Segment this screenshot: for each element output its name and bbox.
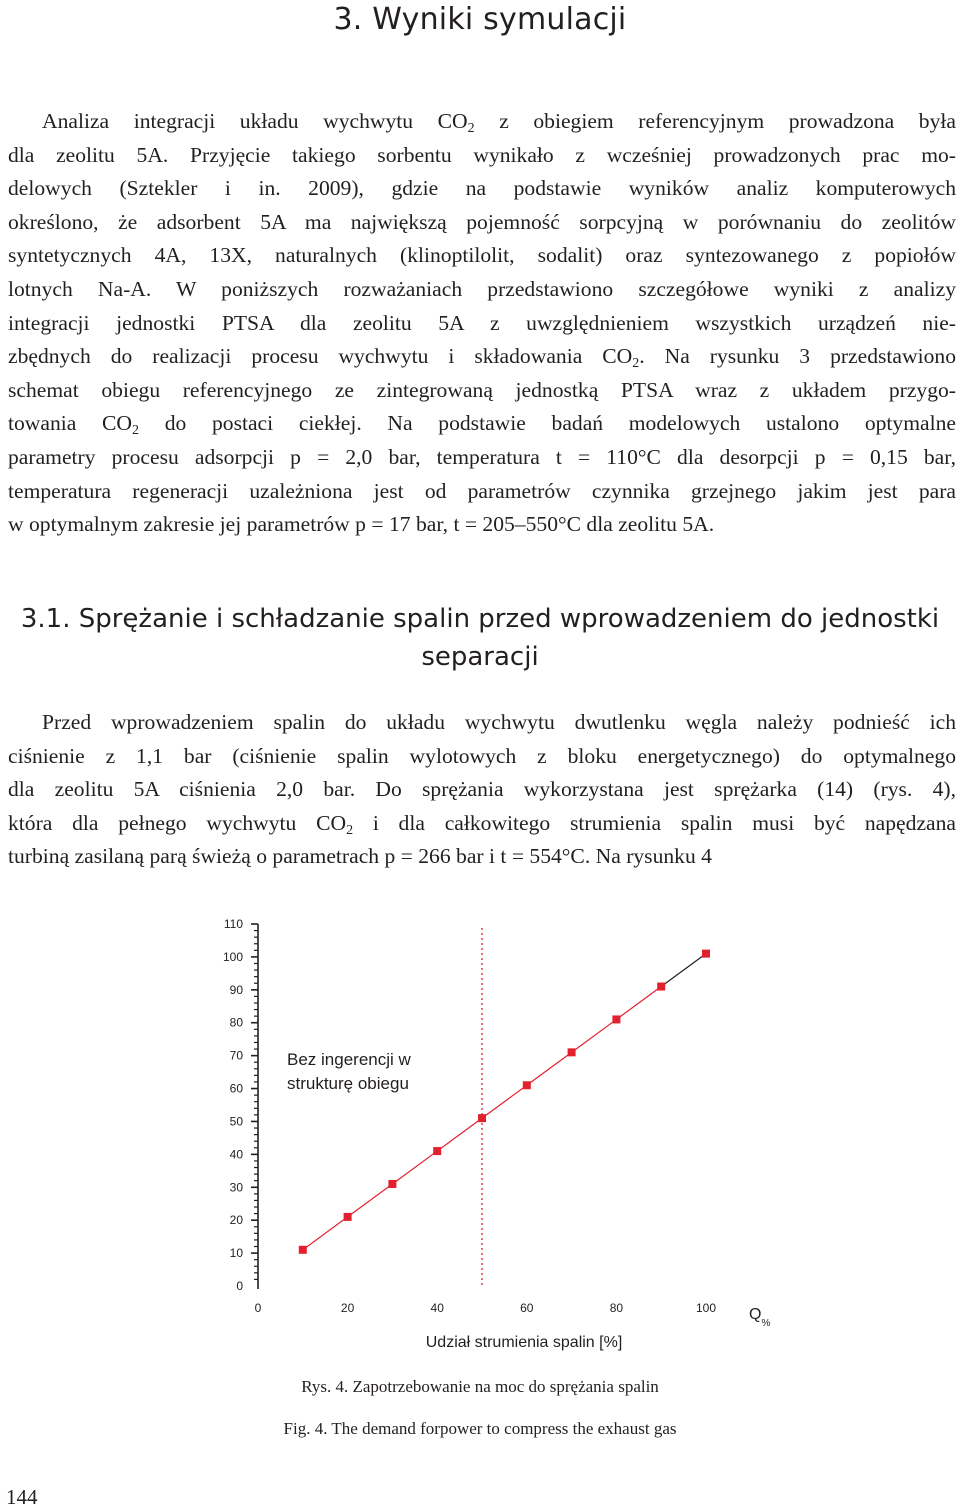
q-label-sub: % xyxy=(761,1318,771,1329)
y-tick-label: 30 xyxy=(229,1180,243,1195)
y-tick-label: 80 xyxy=(229,1015,243,1030)
section-title: 3. Wyniki symulacji xyxy=(333,2,627,37)
text-segment: dla zeolitu 5A ciśnienia 2,0 bar. Do sprężania wykorzystana jest sprężarka (14) (rys. 4), xyxy=(8,777,956,802)
text-line xyxy=(8,475,956,509)
text-line xyxy=(8,807,956,841)
q-percent-label xyxy=(749,1306,770,1329)
x-tick-label: 80 xyxy=(609,1301,624,1315)
text-segment: parametry procesu adsorpcji p = 2,0 bar, temperatura t = 110°C dla desorpcji p = 0,15 bar, xyxy=(8,444,956,469)
y-axis xyxy=(223,917,258,1293)
annotation-line1: Bez ingerencji w xyxy=(287,1050,411,1069)
text-segment: zbędnych do realizacji procesu wychwytu i składowania CO xyxy=(8,344,633,369)
text-segment: Przed wprowadzeniem spalin do układu wychwytu dwutlenku węgla należy podnieść ich xyxy=(42,710,956,734)
subscript: 2 xyxy=(632,356,640,372)
x-tick-label: 0 xyxy=(254,1301,262,1315)
y-tick-label: 40 xyxy=(229,1147,243,1162)
text-line xyxy=(8,105,956,139)
trend-line-tail xyxy=(661,954,706,987)
text-segment: syntetycznych 4A, 13X, naturalnych (klinoptilolit, sodalit) oraz syntezowanego z popiołów xyxy=(8,243,956,268)
paragraph-compression xyxy=(8,706,956,874)
x-axis-label: Udział strumienia spalin [%] xyxy=(425,1334,623,1351)
subsection-title-line1: 3.1. Sprężanie i schładzanie spalin przed wprowadzeniem do jednostki xyxy=(20,604,940,634)
text-segment: która dla pełnego wychwytu CO xyxy=(8,810,347,835)
text-line xyxy=(8,706,956,740)
data-point xyxy=(388,1180,396,1188)
text-line xyxy=(8,273,956,307)
text-line xyxy=(8,740,956,774)
subscript: 2 xyxy=(346,822,354,838)
data-point xyxy=(612,1015,620,1023)
y-tick-label: 100 xyxy=(222,949,243,964)
text-segment: w optymalnym zakresie jej parametrów p = 17 bar, t = 205–550°C dla zeolitu 5A. xyxy=(8,512,715,537)
text-line xyxy=(8,508,956,542)
text-segment: i dla całkowitego strumienia spalin musi być napędzana xyxy=(353,810,956,835)
compressor-power-chart xyxy=(0,900,960,1370)
text-line xyxy=(8,206,956,240)
text-line xyxy=(8,407,956,441)
page-number: 144 xyxy=(6,1485,38,1509)
subsection-title xyxy=(0,600,960,676)
subscript: 2 xyxy=(467,121,475,136)
data-point xyxy=(299,1246,307,1254)
figure-caption-english: Fig. 4. The demand forpower to compress the exhaust gas xyxy=(283,1419,677,1438)
y-tick-label: 50 xyxy=(229,1114,243,1129)
y-tick-label: 10 xyxy=(229,1246,243,1261)
text-segment: . Na rysunku 3 przedstawiono xyxy=(639,344,956,369)
text-segment: lotnych Na-A. W poniższych rozważaniach przedstawiono szczegółowe wyniki z analizy xyxy=(8,276,956,301)
text-line xyxy=(8,340,956,374)
data-point xyxy=(344,1213,352,1221)
text-line xyxy=(8,441,956,475)
text-segment: schemat obiegu referencyjnego ze zintegrowaną jednostką PTSA wraz z układem przygo- xyxy=(8,377,956,402)
text-segment: temperatura regeneracji uzależniona jest od parametrów czynnika grzejnego jakim jest para xyxy=(8,478,956,503)
figure-caption-polish: Rys. 4. Zapotrzebowanie na moc do sprężania spalin xyxy=(301,1377,659,1396)
q-label-main: Q xyxy=(749,1306,762,1323)
data-series xyxy=(299,928,710,1286)
text-line xyxy=(8,139,956,173)
paragraph-analysis xyxy=(8,105,956,542)
x-tick-label: 60 xyxy=(520,1301,534,1315)
text-segment: turbiną zasilaną parą świeżą o parametrach p = 266 bar i t = 554°C. Na rysunku 4 xyxy=(8,844,712,869)
data-point xyxy=(523,1081,531,1089)
y-tick-label: 20 xyxy=(229,1213,243,1228)
x-axis xyxy=(255,1301,717,1315)
data-point xyxy=(433,1147,441,1155)
text-segment: towania CO xyxy=(8,411,133,436)
x-tick-label: 40 xyxy=(430,1301,444,1315)
y-tick-label: 70 xyxy=(229,1048,243,1063)
text-line xyxy=(8,307,956,341)
text-line xyxy=(8,172,956,206)
data-point xyxy=(657,983,665,991)
x-tick-label: 20 xyxy=(340,1301,355,1315)
data-point xyxy=(702,950,710,958)
text-segment: z obiegiem referencyjnym prowadzona była xyxy=(474,109,956,133)
x-tick-label: 100 xyxy=(695,1301,717,1315)
text-segment: Analiza integracji układu wychwytu CO xyxy=(42,109,468,133)
y-tick-label: 60 xyxy=(229,1081,243,1096)
text-line xyxy=(8,840,956,874)
y-tick-label: 0 xyxy=(236,1279,243,1293)
y-tick-label: 90 xyxy=(229,982,243,997)
annotation-line2: strukturę obiegu xyxy=(287,1074,409,1093)
text-segment: dla zeolitu 5A. Przyjęcie takiego sorbentu wynikało z wcześniej prowadzonych prac mo- xyxy=(8,142,956,167)
y-tick-label: 110 xyxy=(223,917,243,931)
text-line xyxy=(8,374,956,408)
text-segment: określono, że adsorbent 5A ma największą pojemność sorpcyjną w porównaniu do zeolitów xyxy=(8,209,956,234)
text-line xyxy=(8,239,956,273)
data-point xyxy=(568,1048,576,1056)
text-segment: integracji jednostki PTSA dla zeolitu 5A z uwzględnieniem wszystkich urządzeń nie- xyxy=(8,310,956,335)
text-segment: ciśnienie z 1,1 bar (ciśnienie spalin wylotowych z bloku energetycznego) do optymalnego xyxy=(8,743,956,768)
data-point xyxy=(478,1114,486,1122)
text-segment: do postaci ciekłej. Na podstawie badań modelowych ustalono optymalne xyxy=(139,411,956,436)
subsection-title-line2: separacji xyxy=(421,642,539,672)
text-segment: delowych (Sztekler i in. 2009), gdzie na podstawie wyników analiz komputerowych xyxy=(8,176,956,201)
text-line xyxy=(8,773,956,807)
subscript: 2 xyxy=(132,423,140,439)
